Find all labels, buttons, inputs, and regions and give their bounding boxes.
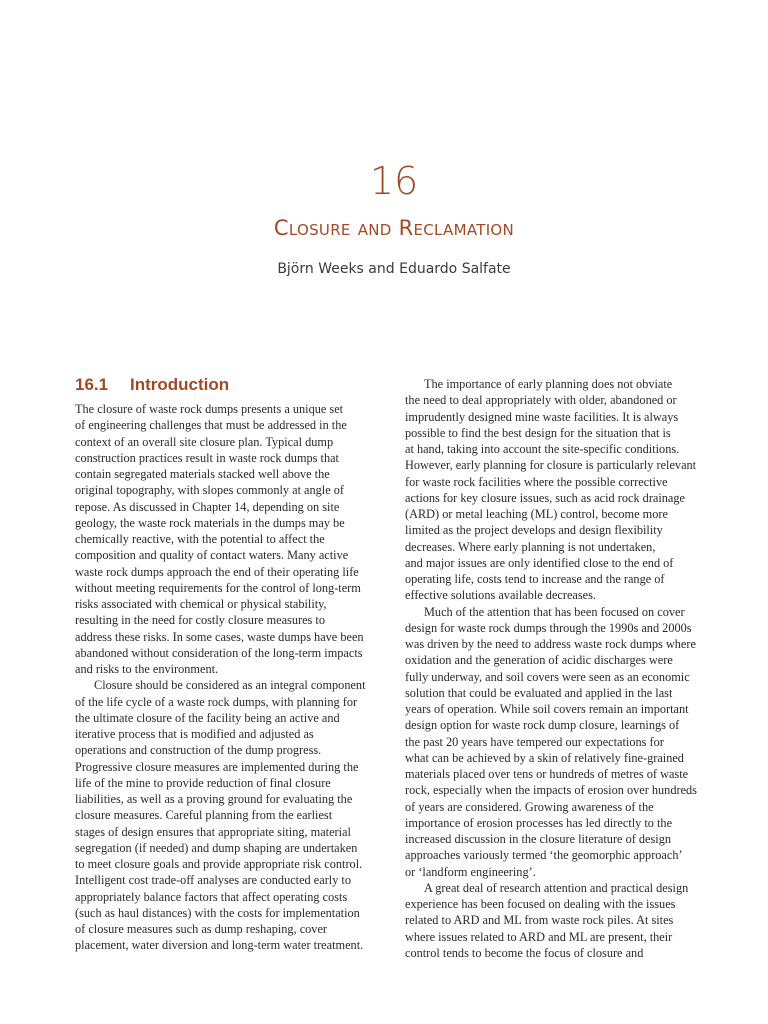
paragraph: The closure of waste rock dumps presents a unique set of engineering challenges that must be addressed in the context of an overall site closure plan. Typical dump construction practices result in waste rock dumps that contain segregated materials stacked well above the original topography, with slopes commonly at angle of repose. As discussed in Chapter 14, depending on site geology, the waste rock materials in the dumps may be chemically reactive, with the potential to affect the composition and quality of contact waters. Many active waste rock dumps approach the end of their operating life without meeting requirements for the control of long-term risks associated with chemical or physical stability, resulting in the need for costly closure measures to address these risks. In some cases, waste dumps have been abandoned without consideration of the long-term impacts and risks to the environment. (75, 402, 364, 676)
paragraph: Much of the attention that has been focused on cover design for waste rock dumps through the 1990s and 2000s was driven by the need to address waste rock dumps where oxidation and the generation of acidic discharges were fully underway, and soil covers were seen as an economic solution that could be evaluated and applied in the last years of operation. While soil covers remain an important design option for waste rock dump closure, learnings of the past 20 years have tempered our expectations for what can be achieved by a skin of relatively fine-grained materials placed over tens or hundreds of metres of waste rock, especially when the impacts of erosion over hundreds of years are considered. Growing awareness of the importance of erosion processes has led directly to the increased discussion in the closure literature of design approaches variously termed ‘the geomorphic approach’ or ‘landform engineering’. (405, 604, 697, 879)
chapter-number: 16 (369, 159, 419, 203)
paragraph: The importance of early planning does not obviate the need to deal appropriately with older, abandoned or imprudently designed mine waste facilities. It is always possible to find the best design for the situation that is at hand, taking into account the site-specific conditions. However, early planning for closure is particularly relevant for waste rock facilities where the possible corrective actions for key closure issues, such as acid rock drainage (ARD) or metal leaching (ML) control, become more limited as the project develops and design flexibility decreases. Where early planning is not undertaken, and major issues are only identified close to the end of operating life, costs tend to increase and the range of effective solutions available decreases. (405, 377, 697, 603)
section-number: 16.1 (75, 375, 109, 394)
paragraph: Closure should be considered as an integral component of the life cycle of a waste rock dumps, with planning for the ultimate closure of the facility being an active and iterative process that is modified and adjusted as operations and construction of the dump progress. Progressive closure measures are implemented during the life of the mine to provide reduction of final closure liabilities, as well as a proving ground for evaluating the closure measures. Careful planning from the earliest stages of design ensures that appropriate siting, material segregation (if needed) and dump shaping are undertaken to meet closure goals and provide appropriate risk control. Intelligent cost trade-off analyses are conducted early to appropriately balance factors that affect operating costs (such as haul distances) with the costs for implementation of closure measures such as dump reshaping, cover placement, water diversion and long-term water treatment. (75, 678, 366, 953)
right-column (405, 376, 717, 961)
chapter-title: Closure and Reclamation (273, 216, 515, 240)
left-column (75, 401, 383, 954)
chapter-authors: Björn Weeks and Eduardo Salfate (277, 261, 511, 277)
section-heading (75, 373, 383, 397)
paragraph: A great deal of research attention and practical design experience has been focused on dealing with the issues related to ARD and ML from waste rock piles. At sites where issues related to ARD and ML are present, their control tends to become the focus of closure and (405, 880, 689, 960)
section-title: Introduction (130, 375, 230, 394)
